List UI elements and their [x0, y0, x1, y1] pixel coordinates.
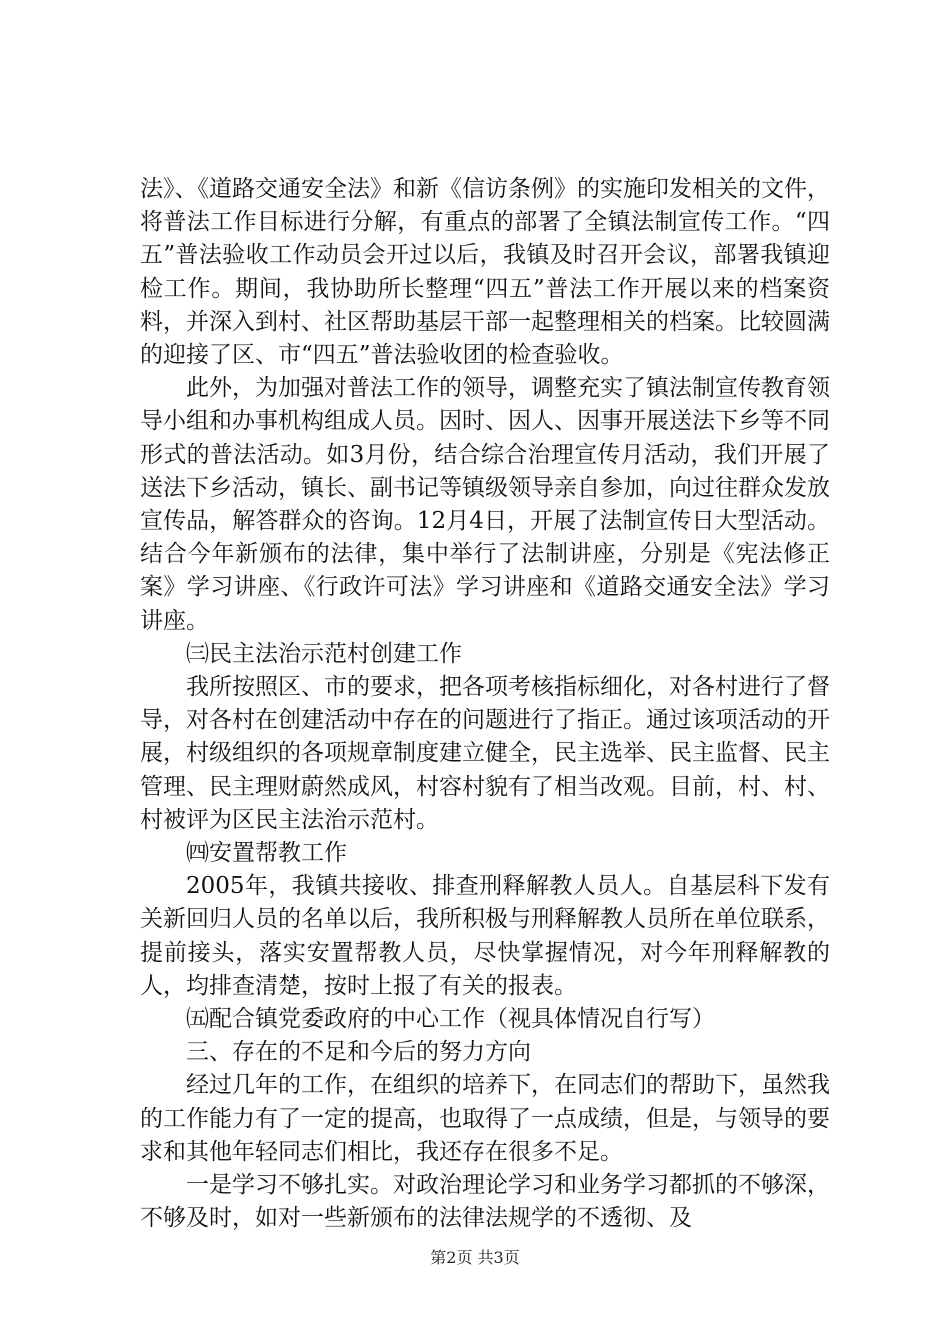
- paragraph-9: 经过几年的工作，在组织的培养下，在同志们的帮助下，虽然我的工作能力有了一定的提高，也取得了一点成绩，但是，与领导的要求和其他年轻同志们相比，我还存在很多不足。: [140, 1072, 830, 1165]
- section-heading-three: 三、存在的不足和今后的努力方向: [186, 1039, 531, 1066]
- section-heading-5: ㈤配合镇党委政府的中心工作（视具体情况自行写）: [186, 1006, 715, 1033]
- paragraph-6: 2005年，我镇共接收、排查刑释解教人员人。自基层科下发有关新回归人员的名单以后，我所积极与刑释解教人员所在单位联系，提前接头，落实安置帮教人员，尽快掌握情况，对今年刑释解教的人，均排查清楚，按时上报了有关的报表。: [140, 873, 830, 999]
- document-body: [140, 173, 830, 1236]
- paragraph-4: 我所按照区、市的要求，把各项考核指标细化，对各村进行了督导，对各村在创建活动中存在的问题进行了指正。通过该项活动的开展，村级组织的各项规章制度建立健全，民主选举、民主监督、民主管理、民主理财蔚然成风，村容村貌有了相当改观。目前，村、村、村被评为区民主法治示范村。: [140, 674, 830, 833]
- section-heading-3: ㈢民主法治示范村创建工作: [186, 640, 462, 667]
- paragraph-10: 一是学习不够扎实。对政治理论学习和业务学习都抓的不够深，不够及时，如对一些新颁布的法律法规学的不透彻、及: [140, 1172, 830, 1232]
- paragraph-1: 法》、《道路交通安全法》和新《信访条例》的实施印发相关的文件，将普法工作目标进行分解，有重点的部署了全镇法制宣传工作。“四五”普法验收工作动员会开过以后，我镇及时召开会议，部署我镇迎检工作。期间，我协助所长整理“四五”普法工作开展以来的档案资料，并深入到村、社区帮助基层干部一起整理相关的档案。比较圆满的迎接了区、市“四五”普法验收团的检查验收。: [140, 176, 830, 369]
- page-number-footer: 第2页 共3页: [430, 1248, 520, 1267]
- section-heading-4: ㈣安置帮教工作: [186, 840, 347, 867]
- paragraph-2: 此外，为加强对普法工作的领导，调整充实了镇法制宣传教育领导小组和办事机构组成人员。因时、因人、因事开展送法下乡等不同形式的普法活动。如3月份，结合综合治理宣传月活动，我们开展了送法下乡活动，镇长、副书记等镇级领导亲自参加，向过往群众发放宣传品，解答群众的咨询。12月4日，开展了法制宣传日大型活动。结合今年新颁布的法律，集中举行了法制讲座，分别是《宪法修正案》学习讲座、《行政许可法》学习讲座和《道路交通安全法》学习讲座。: [140, 375, 830, 634]
